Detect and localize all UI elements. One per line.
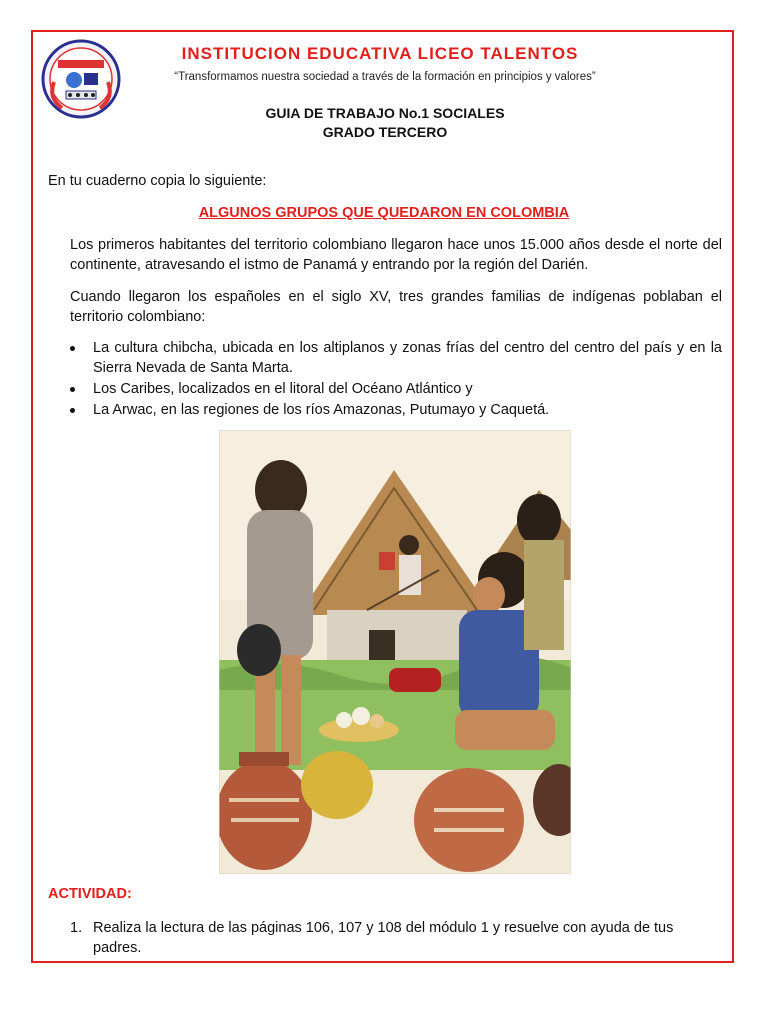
task-number: 1. <box>70 920 83 936</box>
list-item-text: La Arwac, en las regiones de los ríos Amazonas, Putumayo y Caquetá. <box>93 402 550 418</box>
activity-title: ACTIVIDAD: <box>48 886 132 902</box>
indigenous-groups-list <box>70 338 722 421</box>
guide-title-line2: GRADO TERCERO <box>322 124 448 140</box>
bullet-icon <box>70 346 75 351</box>
list-item <box>70 400 722 420</box>
activity-task-list <box>70 918 722 958</box>
indigenous-village-illustration <box>219 430 571 874</box>
list-item-text: La cultura chibcha, ubicada en los altiplanos y zonas frías del centro del centro del país y en la Sierra Nevada de Santa Marta. <box>93 340 722 376</box>
guide-title <box>150 104 620 142</box>
list-item-text: Los Caribes, localizados en el litoral del Océano Atlántico y <box>93 381 473 397</box>
school-motto: “Transformamos nuestra sociedad a través de la formación en principios y valores” <box>174 71 596 83</box>
paragraph-2: Cuando llegaron los españoles en el siglo XV, tres grandes familias de indígenas poblaban el territorio colombiano: <box>70 289 722 325</box>
school-logo <box>40 38 122 120</box>
list-item <box>70 918 722 958</box>
list-item <box>70 338 722 378</box>
paragraph-1: Los primeros habitantes del territorio colombiano llegaron hace unos 15.000 años desde el norte del continente, atravesando el istmo de Panamá y entrando por la región del Darién. <box>70 237 722 273</box>
task-text: Realiza la lectura de las páginas 106, 107 y 108 del módulo 1 y resuelve con ayuda de tus padres. <box>93 920 674 956</box>
intro-text: En tu cuaderno copia lo siguiente: <box>48 173 267 189</box>
list-item <box>70 379 722 399</box>
section-title: ALGUNOS GRUPOS QUE QUEDARON EN COLOMBIA <box>198 205 570 221</box>
school-name: INSTITUCION EDUCATIVA LICEO TALENTOS <box>181 44 579 63</box>
bullet-icon <box>70 387 75 392</box>
bullet-icon <box>70 408 75 413</box>
guide-title-line1: GUIA DE TRABAJO No.1 SOCIALES <box>265 105 505 121</box>
